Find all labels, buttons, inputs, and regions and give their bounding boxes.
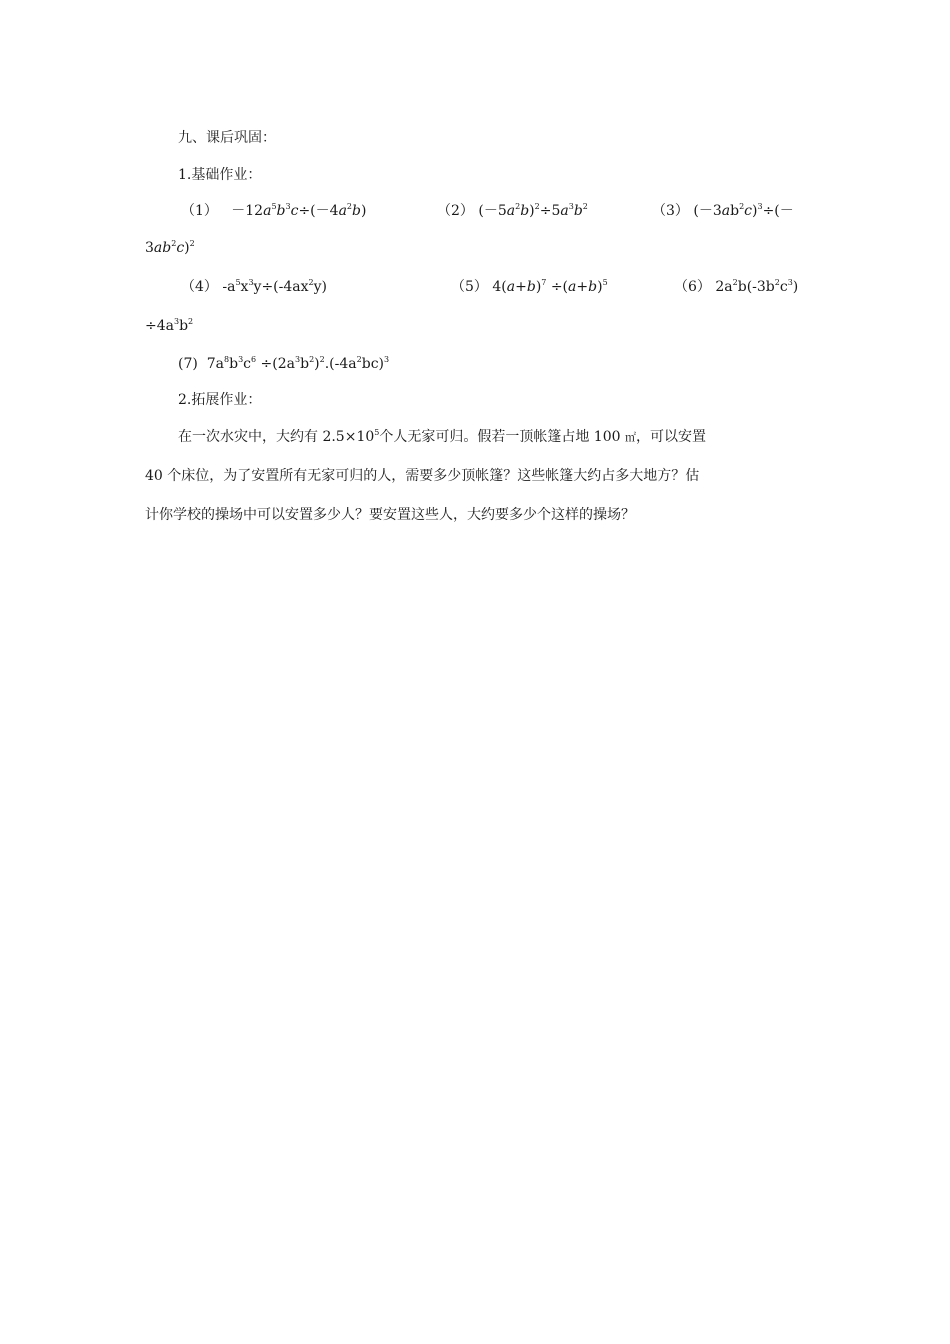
problem-6-label: （6）	[674, 279, 711, 295]
problem-7-label: (7)	[178, 356, 198, 372]
problem-4-label: （4）	[181, 279, 218, 295]
problem-5	[451, 277, 608, 297]
problem-5-label: （5）	[451, 279, 488, 295]
problem-3-label: （3）	[652, 203, 689, 219]
problem-4	[181, 277, 327, 297]
problem-1-label: （1）	[181, 203, 218, 219]
problem-6-expression-part2: $\div 4a^3b^2$	[145, 317, 194, 334]
problem-1-expression: $-12a^5b^3c\div(-4a^2b)$	[222, 202, 367, 219]
problem-2-label: （2）	[437, 203, 474, 219]
problem-6	[674, 277, 798, 297]
problem-2-expression: $(-5a^2b)^2\div 5a^3b^2$	[478, 202, 588, 219]
problem-3	[652, 201, 794, 221]
extension-problem-line-1: 在一次水灾中，大约有 $2.5\times 10^5$个人无家可归。假若一顶帐篷占地 100 ㎡，可以安置	[178, 428, 706, 445]
section-title: 九、课后巩固：	[178, 130, 276, 146]
problem-4-expression: $-a^5x^3y\div(-4ax^2y)$	[222, 278, 327, 295]
problem-5-expression: $4(a+b)^7 \div(a+b)^5$	[492, 278, 608, 295]
extension-homework-heading: 2.拓展作业：	[178, 392, 262, 408]
problem-7-expression: $7a^8b^3c^6 \div(2a^3b^2)^2.(-4a^2bc)^3$	[202, 355, 390, 372]
problem-6-expression-part1: $2a^2b(-3b^2c^3)$	[715, 278, 799, 295]
extension-problem-line-3: 计你学校的操场中可以安置多少人？要安置这些人，大约要多少个这样的操场？	[145, 507, 635, 523]
problem-2	[437, 201, 588, 221]
problem-7	[178, 354, 389, 374]
problem-3-expression-part1: $(-3ab^2c)^3\div(-$	[693, 202, 794, 219]
basic-homework-heading: 1.基础作业：	[178, 167, 262, 183]
problem-3-expression-part2: $3ab^2c)^2$	[145, 239, 195, 256]
problem-1	[181, 201, 366, 221]
extension-problem-line-2: 40 个床位，为了安置所有无家可归的人，需要多少顶帐篷？这些帐篷大约占多大地方？估	[145, 468, 700, 484]
